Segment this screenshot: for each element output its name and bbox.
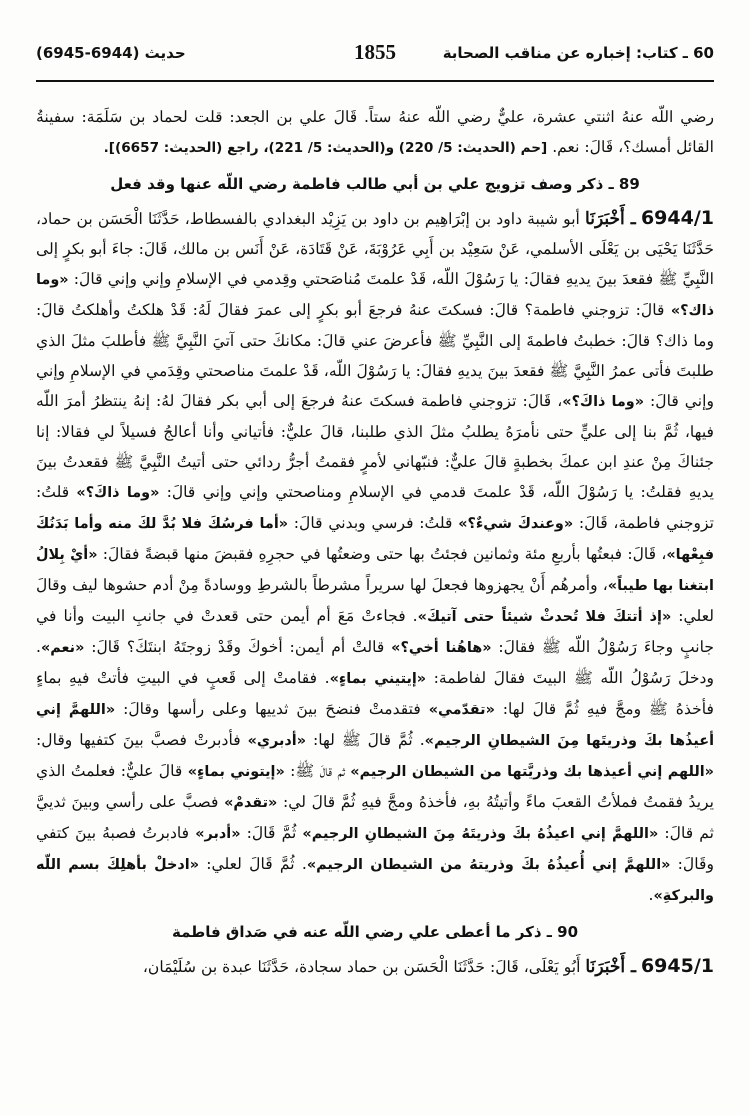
hadith-text: ، قَالَ: تزوجني فاطمة فسكتَ عنهُ فرجعَ إلى أبي بكر فقالَ لهُ: إنهُ ينتظرُ أمرَ اللّه فيها، ثُمَّ بنا إلى عليٍّ حتى نأمرَهُ يطلبُ مثلَ الذي طلبنا، قالَ عليٌّ: فأتياني وأنا أعالجُ فسيلاً لي فقالا: إنا جئناكَ مِنْ عندِ ابن عمكَ بخطبةٍ قالَ عليٌّ: فنبّهاني لأمرٍ فقمتُ أجرُّ ردائي حتى أتيتُ النَّبِيَّ ﷺ فقعدتُ بينَ يديهِ فقلتُ: يا رَسُوْلَ اللّه، قَدْ علمتَ قدمي في الإسلامِ ومناصحتي وإني وإني قالَ: bbox=[36, 392, 715, 501]
hadith-text: . bbox=[648, 886, 654, 904]
hadith-6945 bbox=[36, 951, 714, 982]
prophet-quote: «أما فرسُكَ فلا بُدَّ لكَ منه وأما بَدَنُكَ فبِعْها» bbox=[36, 516, 714, 563]
hadith-number: 6945/1 bbox=[640, 955, 714, 977]
prophet-quote: «وعندكَ شيءٌ؟» bbox=[458, 516, 574, 532]
prophet-quote: «اللهمَّ إني أُعيذُهُ بكَ وذريتهُ من الشيطان الرجيم» bbox=[306, 857, 671, 873]
hadith-text: أَبُو يَعْلَى، قَالَ: حَدَّثَنَا الْحَسَن بن حماد سجادة، حَدَّثَنَا عبدة بن سُلَيْمَان، bbox=[142, 958, 586, 976]
running-header bbox=[36, 40, 714, 82]
prophet-quote: «اللهم إني أعيذها بك وذريَّتها من الشيطان الرجيم» bbox=[350, 764, 714, 780]
hadith-text: . فقامتْ إلى قَعبٍ في البيتِ فأتتْ فيهِ بماءٍ فأخذهُ ﷺ ومجَّ فيهِ ثُمَّ قالَ لها: bbox=[36, 669, 714, 718]
prophet-quote: «وما ذاكَ؟» bbox=[76, 485, 160, 501]
prophet-quote: «تقدّمي» bbox=[428, 702, 495, 718]
hadith-text: ، قَالَ: فبعتُها بأربعِ مئة وثمانين فجئتُ بها حتى وضعتُها في حجرِهِ فقبضَ منها قبضةً فقالَ: bbox=[97, 545, 667, 563]
hadith-text: أبو شيبة داود بن إبْرَاهِيم بن داود بن يَزِيْد البغدادي بالفسطاط، حَدَّثَنَا الْحَسَن بن حماد، حَدَّثَنَا يَحْيَى بن يَعْلَى الأسلمي، عَنْ سَعِيْد بن أَبِي عَرُوْبَةَ، عَنْ قَتَادَة، عَنْ أَنَس بن مالك، قَالَ: جاءَ أبو بكرٍ إلى النَّبِيِّ ﷺ فقعدَ بينَ يديهِ فقالَ: يا رَسُوْلَ اللّه، قَدْ علمتَ مُناصَحتي وقِدمي في الإسلامِ وإني وإني قالَ: bbox=[36, 210, 714, 288]
hadith-text: قالَ: تزوجني فاطمة؟ قالَ: فسكتَ عنهُ فرجعَ أبو بكرٍ إلى عمرَ فقالَ لَهُ: قَدْ هلكتُ وأهلكتُ قالَ: وما ذاك؟ قالَ: خطبتُ فاطمةَ إلى النَّبِيِّ ﷺ فأعرضَ عني قالَ: مكانكَ حتى آتيَ النَّبِيَّ ﷺ فأطلبَ مثلَ الذي طلبتَ فأتى عمرُ النَّبِيَّ ﷺ فقعدَ بينَ يديهِ فقالَ: يا رَسُوْلَ اللّه، قَدْ علمتَ مناصحتي وقِدَمي في الإسلامِ وإني وإني قالَ: bbox=[36, 301, 714, 410]
page-body bbox=[36, 102, 714, 982]
hadith-text: . ثُمَّ قالَ ﷺ لها: bbox=[306, 731, 425, 749]
intro-paragraph bbox=[36, 102, 714, 163]
hadith-6944 bbox=[36, 203, 714, 911]
hadith-text: فصبَّ على رأسي وبينَ ثدييَّ ثم قالَ: bbox=[36, 793, 715, 842]
chapter-89-heading: 89 ـ ذكر وصف تزويج علي بن أبي طالب فاطمة رضي اللّه عنها وقد فعل bbox=[110, 175, 640, 193]
prophet-quote: «وما ذاكَ؟» bbox=[562, 394, 645, 410]
hadith-text: قلتُ: فرسي وبدني قالَ: bbox=[288, 514, 459, 532]
book-chapter-title: 60 ـ كتاب: إخباره عن مناقب الصحابة bbox=[442, 44, 714, 62]
hadith-number: 6944/1 bbox=[640, 207, 714, 229]
prophet-quote: «إيتوني بماءٍ» bbox=[187, 764, 285, 780]
prophet-quote: «أدبري» bbox=[247, 733, 307, 749]
hadith-text: . ثُمَّ قَالَ لعلي: bbox=[199, 855, 307, 873]
hadith-text: فادبرتُ فصبهُ بينَ كتفي وقَالَ: bbox=[36, 824, 714, 873]
prophet-quote: «اللهمَّ إني اعيذُهُ بكَ وذريتَهُ مِنَ الشيطانِ الرجيم» bbox=[302, 826, 659, 842]
hadith-text: قالتْ أم أيمن: أخوكَ وقَدْ زوجتَهُ ابنتَكَ؟ قَالَ: bbox=[84, 638, 392, 656]
intro-text: رضي اللّه عنهُ اثنتي عشرة، عليٌّ رضي اللّه عنهُ ستاً. قَالَ علي بن الجعد: قلت لحماد بن سَلَمَة: سفينةُ القائل أمسك؟، قَالَ: نعم. bbox=[36, 108, 714, 156]
hadith-text: قالَ عليٌّ: فعلمتُ الذي يريدُ فقمتُ فملأتُ القعبَ ماءً وأتيتُهُ بهِ، فأخذهُ ومجَّ فيهِ ثُمَّ قالَ لي: bbox=[36, 762, 714, 811]
hadith-text: . فجاءتْ مَعَ أم أيمن حتى قعدتْ في جانبِ البيت وأنا في جانبٍ وجاءَ رَسُوْلُ اللّه ﷺ فقالَ: bbox=[36, 607, 714, 656]
page-number: 1855 bbox=[354, 40, 396, 64]
hadith-text: ثم قالَ ﷺ: bbox=[284, 762, 351, 780]
prophet-quote: «إيتيني بماءٍ» bbox=[329, 671, 427, 687]
hadith-text: قلتُ: تزوجني فاطمة، قَالَ: bbox=[36, 483, 714, 532]
hadith-text: . ودخلَ رَسُوْلُ اللّه ﷺ البيتَ فقالَ لفاطمة: bbox=[36, 638, 714, 687]
chapter-90-heading: 90 ـ ذكر ما أعطى علي رضي اللّه عنه في صَداق فاطمة bbox=[171, 923, 579, 941]
prophet-quote: «أدبر» bbox=[195, 826, 241, 842]
akhbarana: ـ أَخْبَرَنَا bbox=[585, 957, 636, 977]
prophet-quote: «هاهُنا أخي؟» bbox=[391, 640, 492, 656]
prophet-quote: «أيْ بِلالُ ابتغنا بها طيباً» bbox=[36, 547, 714, 594]
prophet-quote: «تقدمْ» bbox=[224, 795, 278, 811]
hadith-text: فأدبرتْ فصبَّ بينَ كتفيها وقال: bbox=[36, 731, 248, 749]
hadith-range: حديث (6944-6945) bbox=[36, 44, 186, 62]
akhbarana: ـ أَخْبَرَنَا bbox=[585, 209, 636, 229]
prophet-quote: «ادخلْ بأهلِكَ بسم اللّه والبركةِ» bbox=[36, 857, 714, 904]
prophet-quote: «إذ أتتكَ فلا تُحدثْ شيئاً حتى آتيكَ» bbox=[417, 609, 672, 625]
intro-reference: [حم (الحديث: 5/ 220) و(الحديث: 5/ 221)، راجع (الحديث: 6657)]. bbox=[103, 140, 548, 156]
hadith-text: ، وأمرهُم أَنْ يجهزوها فجعلَ لها سريراً مشرطاً بالشرطِ ووسادةً مِنْ أدم حشوها ليف وقالَ لعلي: bbox=[36, 576, 714, 625]
prophet-quote: «اللهمَّ إني أعيذُها بكَ وذريتَها مِنَ الشيطانِ الرجيم» bbox=[36, 702, 714, 749]
prophet-quote: «وما ذاك؟» bbox=[36, 272, 714, 319]
hadith-text: ثُمَّ قَالَ: bbox=[240, 824, 303, 842]
prophet-quote: «نعم» bbox=[40, 640, 85, 656]
hadith-text: فتقدمتْ فنضحَ بينَ ثدييها وعلى رأسها وقالَ: bbox=[115, 700, 429, 718]
